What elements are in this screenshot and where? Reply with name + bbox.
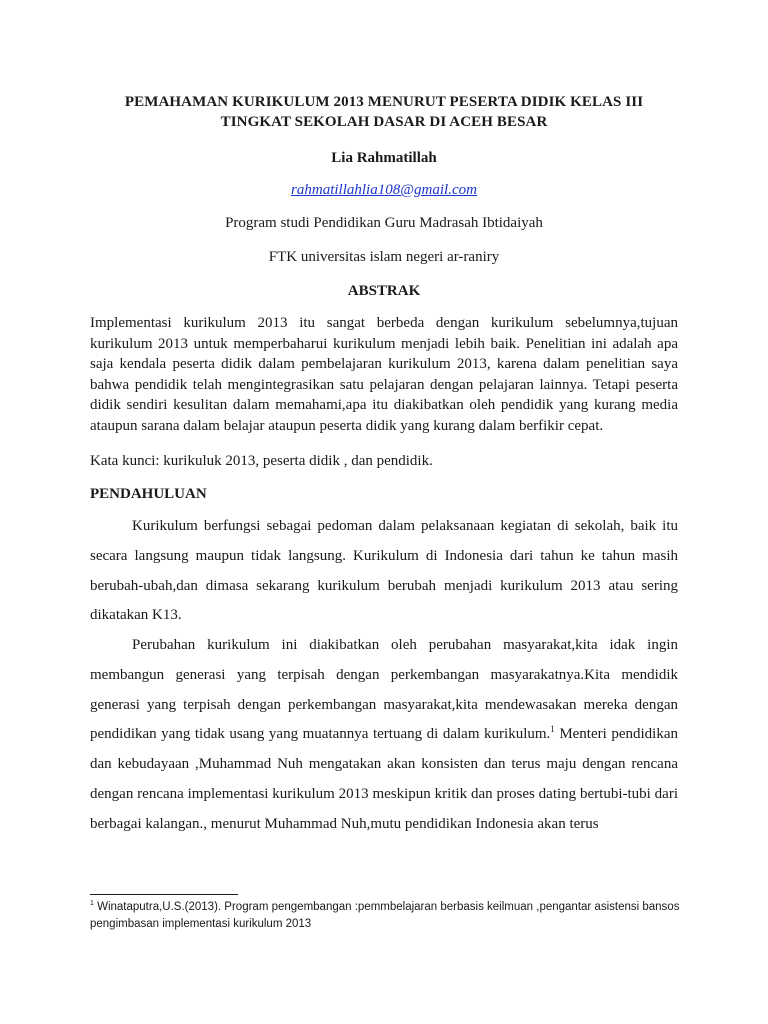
footnote-reference[interactable]: 1	[550, 724, 555, 735]
keywords: Kata kunci: kurikuluk 2013, peserta didik , dan pendidik.	[90, 453, 433, 469]
intro-paragraph-2	[90, 631, 678, 840]
author-name: Lia Rahmatillah	[331, 150, 437, 166]
paper-title-line-2: TINGKAT SEKOLAH DASAR DI ACEH BESAR	[220, 114, 548, 130]
intro-paragraph-1: Kurikulum berfungsi sebagai pedoman dalam pelaksanaan kegiatan di sekolah, baik itu secara langsung maupun tidak langsung. Kurikulum di Indonesia dari tahun ke tahun masih berubah-ubah,dan dimasa sekarang kurikulum berubah menjadi kurikulum 2013 atau sering dikatakan K13.	[90, 518, 678, 624]
section-heading-introduction: PENDAHULUAN	[90, 486, 207, 502]
author-email-link[interactable]: rahmatillahlia108@gmail.com	[291, 182, 477, 198]
footnote	[90, 899, 690, 933]
footnote-number: 1	[90, 900, 94, 908]
intro-paragraph-2-text-b: Menteri pendidikan dan kebudayaan ,Muhammad Nuh mengatakan akan konsisten dan terus maju dengan rencana dengan rencana implementasi kurikulum 2013 meskipun kritik dan proses dating bertubi-tubi dari berbagai kalangan., menurut Muhammad Nuh,mutu pendidikan Indonesia akan terus	[90, 726, 678, 832]
affiliation-faculty: FTK universitas islam negeri ar-raniry	[268, 249, 500, 265]
footnote-text: Winataputra,U.S.(2013). Program pengembangan :pemmbelajaran berbasis keilmuan ,pengantar asistensi bansos pengimbasan implementasi kurikulum 2013	[90, 901, 680, 930]
footnote-separator	[90, 894, 238, 895]
intro-paragraph-2-text-a: Perubahan kurikulum ini diakibatkan oleh perubahan masyarakat,kita idak ingin membangun generasi yang terpisah dengan perkembangan masyarakatnya.Kita mendidik generasi yang terpisah dengan perkembangan masyarakat,kita mendewasakan mereka dengan pendidikan yang tidak usang yang muatannya tertuang di dalam kurikulum.	[90, 637, 678, 743]
paper-title-line-1: PEMAHAMAN KURIKULUM 2013 MENURUT PESERTA DIDIK KELAS III	[124, 94, 644, 110]
abstract-heading: ABSTRAK	[347, 283, 421, 299]
abstract-body: Implementasi kurikulum 2013 itu sangat berbeda dengan kurikulum sebelumnya,tujuan kurikulum 2013 untuk memperbaharui kurikulum menjadi lebih baik. Penelitian ini adalah apa saja kendala peserta didik dalam pembelajaran kurikulum 2013, karena dalam penelitian saya bahwa pendidik telah mengintegrasikan satu pelajaran dengan pelajaran lainnya. Tetapi peserta didik sendiri kesulitan dalam memahami,apa itu diakibatkan oleh pendidik yang kurang media ataupun sarana dalam belajar ataupun peserta didik yang kurang dalam berfikir cepat.	[90, 315, 678, 434]
affiliation-program: Program studi Pendidikan Guru Madrasah Ibtidaiyah	[225, 215, 543, 231]
paper-title	[90, 92, 678, 132]
